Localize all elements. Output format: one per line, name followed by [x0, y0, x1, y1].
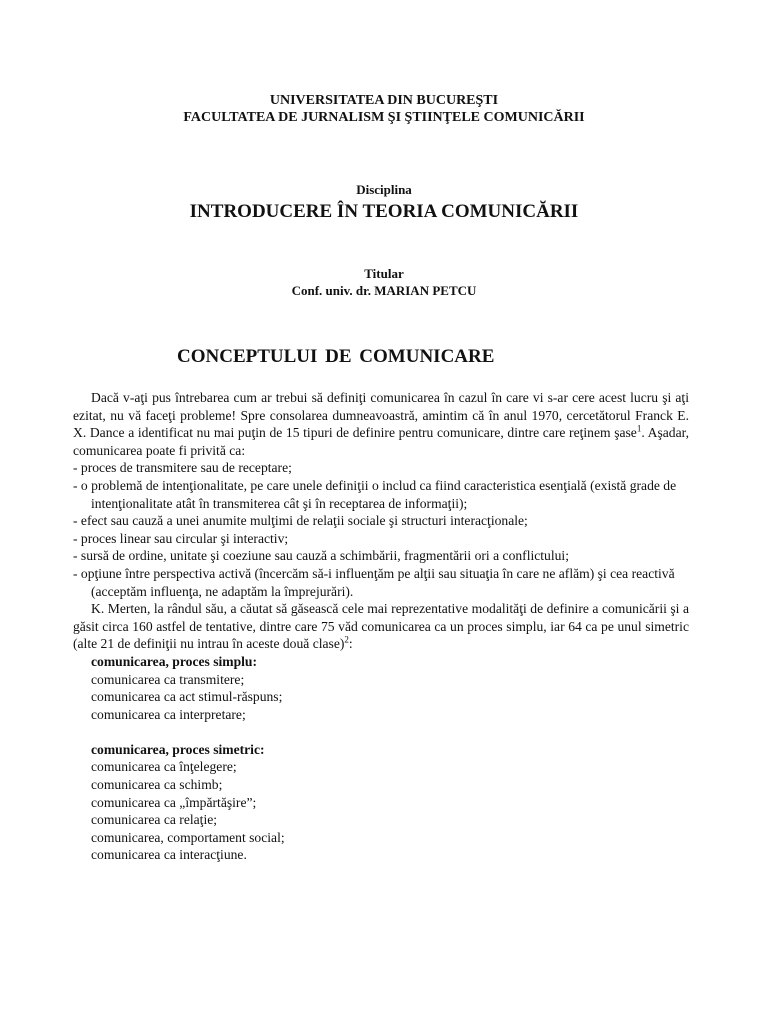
discipline-label: Disciplina	[356, 182, 412, 197]
university-name: UNIVERSITATEA DIN BUCUREŞTI	[269, 93, 499, 108]
list-item: - proces linear sau circular şi interactiv;	[73, 530, 289, 546]
list-item: comunicarea ca transmitere;	[91, 671, 245, 687]
list-item: comunicarea ca interacţiune.	[91, 847, 247, 863]
document-body	[73, 389, 689, 864]
list-item: - efect sau cauză a unei anumite mulţimi de relaţii sociale şi structuri interacţionale;	[73, 513, 528, 529]
list-item: comunicarea ca înţelegere;	[91, 759, 237, 775]
holder-label: Titular	[364, 266, 404, 281]
list-item: comunicarea, comportament social;	[91, 829, 285, 845]
list-item: - proces de transmitere sau de receptare;	[73, 460, 292, 476]
list-item: - opţiune între perspectiva activă (încercăm să-i influenţăm pe alţii sau situaţia în care ne aflăm) şi cea reactivă (acceptăm influenţa, ne adaptăm la împrejurări).	[73, 565, 675, 599]
definition-list	[73, 459, 689, 600]
discipline-block	[0, 182, 768, 225]
merten-paragraph	[73, 600, 689, 653]
list-item: comunicarea ca „împărtăşire”;	[91, 794, 257, 810]
intro-text-after: . Aşadar, comunicarea poate fi privită ca:	[73, 425, 689, 458]
spacer	[73, 723, 689, 741]
symmetric-process-group	[73, 741, 689, 864]
footnote-marker-2: 2	[344, 634, 349, 645]
section-heading: CONCEPTULUI DE COMUNICARE	[177, 346, 495, 367]
footnote-marker-1: 1	[636, 423, 642, 434]
list-item: - sursă de ordine, unitate şi coeziune sau cauză a schimbării, fragmentării ori a conflictului;	[73, 548, 569, 564]
group-title: comunicarea, proces simplu:	[91, 653, 258, 669]
faculty-name: FACULTATEA DE JURNALISM ŞI ŞTIINŢELE COMUNICĂRII	[183, 110, 585, 125]
list-item: comunicarea ca act stimul-răspuns;	[91, 689, 283, 705]
merten-text-after: :	[348, 636, 353, 652]
holder-name: Conf. univ. dr. MARIAN PETCU	[291, 283, 477, 298]
list-item: comunicarea ca schimb;	[91, 777, 223, 793]
list-item: comunicarea ca relaţie;	[91, 812, 218, 828]
intro-paragraph	[73, 389, 689, 459]
discipline-title: INTRODUCERE ÎN TEORIA COMUNICĂRII	[189, 201, 579, 222]
intro-text: Dacă v-aţi pus întrebarea cum ar trebui să definiţi comunicarea în cazul în care vi s-ar cere acest lucru şi aţi ezitat, nu vă faceţi probleme! Spre consolarea dumneavoastră, amintim că în anul 1970, cercetătorul Franck E. X. Dance a identificat nu mai puţin de 15 tipuri de definire pentru comunicare, dintre care reţinem şase	[73, 390, 689, 441]
simple-process-group	[73, 653, 689, 723]
merten-text: K. Merten, la rândul său, a căutat să găsească cele mai reprezentative modalităţi de definire a comunicării şi a găsit circa 160 astfel de tentative, dintre care 75 văd comunicarea ca un proces simplu, iar 64 ca pe unul simetric (alte 21 de definiţii nu intrau în aceste două clase)	[73, 601, 689, 652]
list-item: - o problemă de intenţionalitate, pe care unele definiţii o includ ca fiind caracteristica esenţială (există grade de intenţionalitate atât în transmiterea cât şi în receptarea de informaţii);	[73, 477, 677, 511]
holder-block	[0, 265, 768, 299]
institution-header	[0, 92, 768, 126]
group-title: comunicarea, proces simetric:	[91, 741, 265, 757]
list-item: comunicarea ca interpretare;	[91, 706, 246, 722]
